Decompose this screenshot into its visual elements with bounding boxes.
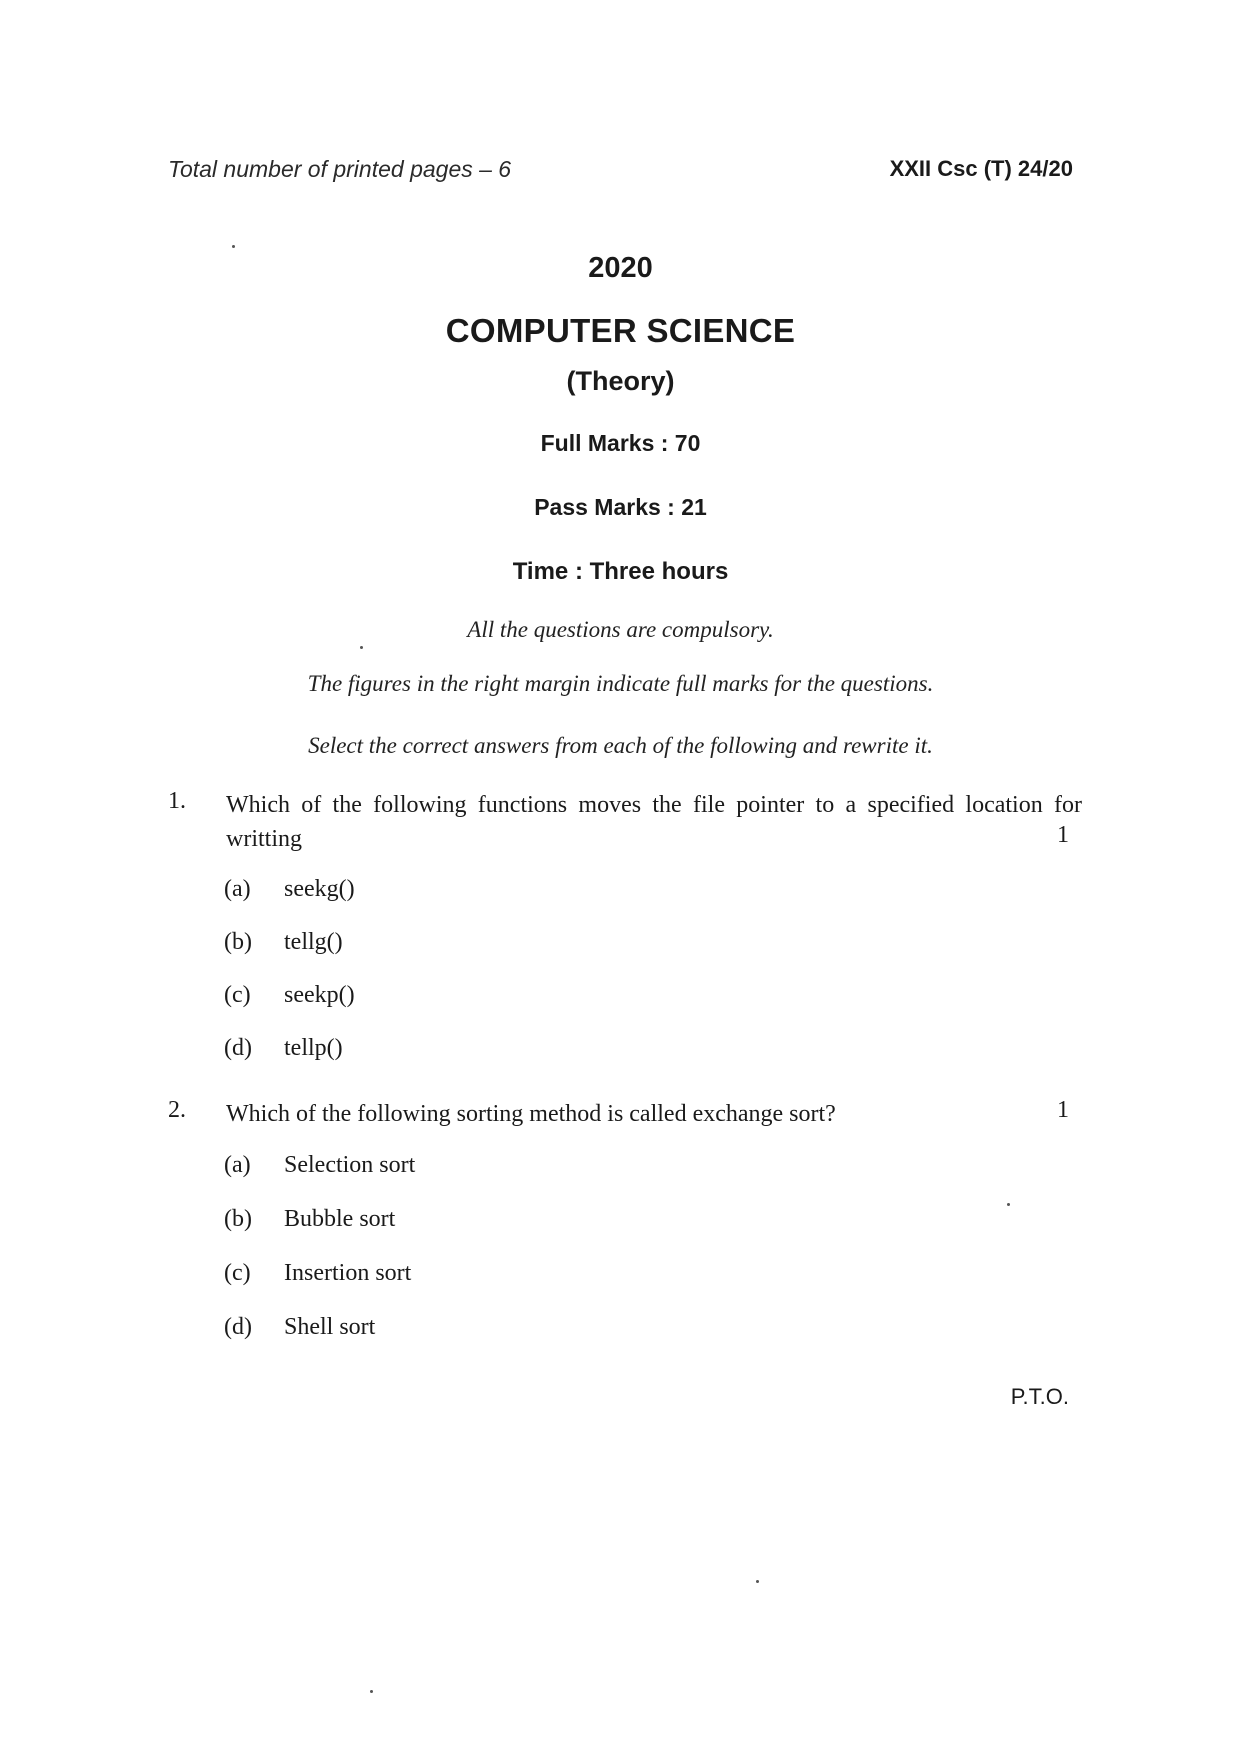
option-letter: (b) bbox=[224, 1206, 252, 1232]
option-letter: (a) bbox=[224, 876, 251, 902]
exam-year: 2020 bbox=[588, 252, 653, 284]
scan-speck bbox=[370, 1690, 373, 1693]
option-letter: (a) bbox=[224, 1152, 251, 1178]
pass-marks: Pass Marks : 21 bbox=[534, 494, 707, 520]
option-text: Selection sort bbox=[284, 1152, 416, 1178]
option-text: Shell sort bbox=[284, 1314, 376, 1340]
scan-speck bbox=[1007, 1203, 1010, 1206]
scan-speck bbox=[756, 1580, 759, 1583]
option-letter: (c) bbox=[224, 982, 251, 1008]
full-marks: Full Marks : 70 bbox=[540, 430, 701, 456]
option-text: tellg() bbox=[284, 929, 343, 955]
question-text: Which of the following sorting method is called exchange sort? bbox=[226, 1101, 836, 1127]
option-text: Bubble sort bbox=[284, 1206, 396, 1232]
scan-speck bbox=[360, 646, 363, 649]
question-number: 2. bbox=[168, 1097, 186, 1123]
option-text: Insertion sort bbox=[284, 1260, 412, 1286]
question-text: Which of the following functions moves the file pointer to a specified location for writting bbox=[226, 792, 1082, 852]
option-letter: (c) bbox=[224, 1260, 251, 1286]
option-text: seekg() bbox=[284, 876, 355, 902]
question-marks: 1 bbox=[1057, 822, 1069, 848]
option-letter: (b) bbox=[224, 929, 252, 955]
question-number: 1. bbox=[168, 788, 186, 814]
paper-type: (Theory) bbox=[566, 366, 675, 396]
option-text: seekp() bbox=[284, 982, 355, 1008]
printed-pages-note: Total number of printed pages – 6 bbox=[168, 156, 512, 182]
option-text: tellp() bbox=[284, 1035, 343, 1061]
instruction-compulsory: All the questions are compulsory. bbox=[467, 617, 774, 642]
scan-speck bbox=[232, 245, 235, 248]
please-turn-over: P.T.O. bbox=[1010, 1384, 1069, 1409]
instruction-marks: The figures in the right margin indicate full marks for the questions. bbox=[307, 671, 934, 696]
subject-title: COMPUTER SCIENCE bbox=[445, 312, 796, 349]
question-marks: 1 bbox=[1057, 1097, 1069, 1123]
option-letter: (d) bbox=[224, 1314, 252, 1340]
paper-code: XXII Csc (T) 24/20 bbox=[889, 156, 1073, 181]
instruction-select: Select the correct answers from each of the following and rewrite it. bbox=[308, 733, 933, 758]
time-allowed: Time : Three hours bbox=[512, 558, 729, 585]
option-letter: (d) bbox=[224, 1035, 252, 1061]
